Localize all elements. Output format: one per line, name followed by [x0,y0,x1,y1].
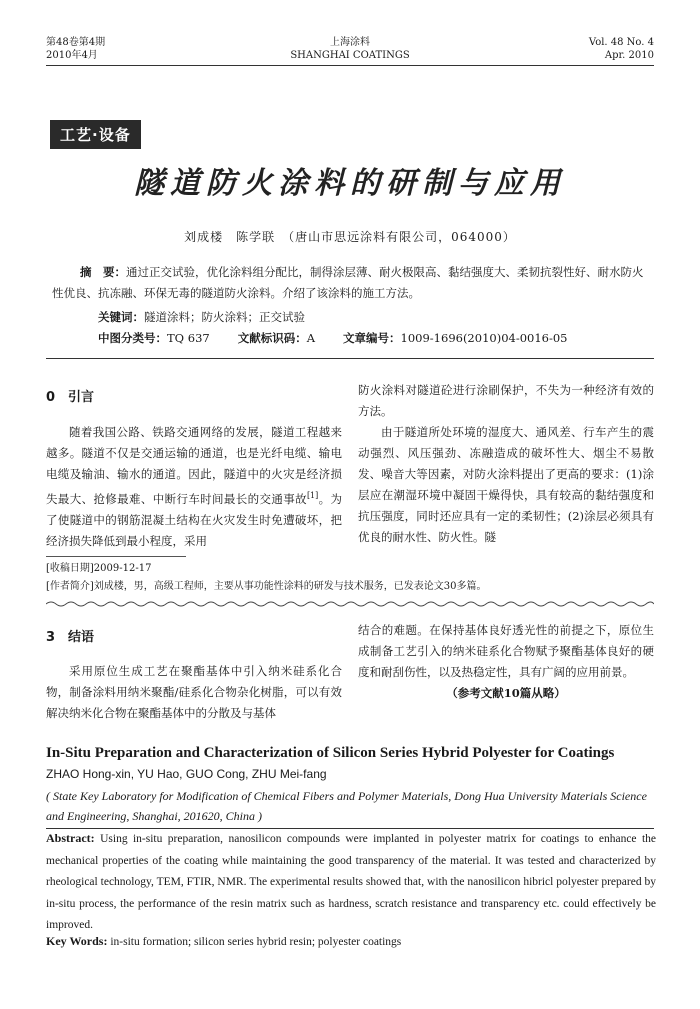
intro-paragraph-3: 由于隧道所处环境的湿度大、通风差、行车产生的震动强烈、风压强劲、冻融造成的破坏性大、烟尘不易散发、噪音大等因素，对防火涂料提出了更高的要求：(1)涂层应在潮湿环境中凝固干燥得快，具有较高的黏结强度和抗压强度，同时还应具有一定的柔韧性；(2)涂层必须具有优良的耐水性、防火性。隧 [358,425,654,544]
journal-name-cn: 上海涂料 [330,37,370,48]
received-date: [收稿日期]2009-12-17 [46,563,152,574]
english-affiliation: ( State Key Laboratory for Modification of Chemical Fibers and Polymer Materials, Dong Hua University Materials Science and Engineering, Shanghai, 201620, China ) [46,789,647,823]
abstract-cn [52,262,652,304]
references-note: （参考文献10篇从略） [446,686,566,700]
english-title: In-Situ Preparation and Characterization of Silicon Series Hybrid Polyester for Coatings [46,745,615,761]
issue-volume-en: Vol. 48 No. 4 [588,37,654,48]
issue-volume: 第48卷第4期 [46,37,106,48]
english-keywords-text: in-situ formation; silicon series hybrid resin; polyester coatings [110,936,402,948]
abstract-label: 摘 要： [80,265,126,279]
article-authors: 刘成楼 陈学联 （唐山市思远涂料有限公司，064000） [184,230,516,244]
conclusion-left-column [46,661,342,724]
intro-paragraph-2: 防火涂料对隧道砼进行涂刷保护，不失为一种经济有效的方法。 [358,383,654,418]
intro-left-column [46,422,342,552]
conclusion-paragraph-2: 结合的难题。在保持基体良好透光性的前提之下，原位生成制备工艺引入的纳米硅系化合物赋予聚酯基体良好的硬度和耐刮伤性，以及热稳定性，具有广阔的应用前景。 [358,623,654,679]
footnote [46,560,487,596]
author-bio: [作者简介]刘成楼，男，高级工程师，主要从事功能性涂料的研发与技术服务，已发表论文30多篇。 [46,581,487,592]
english-abstract-text: Using in-situ preparation, nanosilicon compounds were implanted in polyester matrix for coatings to enhance the mechanical properties of the coating while maintaining the good transparency of the material. It was tested and characterized by rheological technology, TEM, FTIR, NMR. The experimental results showed that, with the nanosilicon hibricl polyester prepared by in-situ process, the performance of the resin matrix such as hardness, scratch resistance and transparency etc. could effectively be improved. [46,833,657,931]
citation-ref: [1] [306,491,319,500]
classification-row [98,330,568,346]
keywords-label: 关键词： [98,310,144,324]
header-divider [46,65,654,66]
section-tag: 工艺·设备 [50,120,141,149]
article-number: 文章编号：1009-1696(2010)04-0016-05 [343,331,568,345]
clc-code: 中图分类号：TQ 637 [98,331,210,345]
footnote-divider [46,556,186,557]
english-keywords [46,934,401,949]
english-abstract [46,828,656,937]
english-authors: ZHAO Hong-xin, YU Hao, GUO Cong, ZHU Mei-fang [46,767,327,781]
issue-date-en: Apr. 2010 [604,50,654,61]
intro-heading: 0 引言 [46,390,95,405]
conclusion-heading: 3 结语 [46,630,95,645]
english-abstract-label: Abstract: [46,831,95,845]
intro-right-column [358,380,654,548]
abstract-text: 通过正交试验，优化涂料组分配比，制得涂层薄、耐火极限高、黏结强度大、柔韧抗裂性好、耐水防火性优良、抗冻融、环保无毒的隧道防火涂料。介绍了该涂料的施工方法。 [52,265,644,300]
keywords-text: 隧道涂料；防火涂料；正交试验 [144,310,305,324]
english-keywords-label: Key Words: [46,934,108,948]
wave-divider [46,600,654,608]
conclusion-right-column [358,620,654,704]
intro-paragraph-1: 随着我国公路、铁路交通网络的发展，隧道工程越来越多。隧道不仅是交通运输的通道，也是光纤电缆、输电电缆及输油、输水的通道。因此，隧道中的火灾是经济损失最大、抢修最难、中断行车时间最长的交通事故[1]。为了使隧道中的钢筋混凝土结构在火灾发生时免遭破坏，把经济损失降低到最小程度，采用 [46,425,343,548]
doc-code: 文献标识码：A [237,331,316,345]
issue-date: 2010年4月 [46,50,98,61]
conclusion-paragraph-1: 采用原位生成工艺在聚酯基体中引入纳米硅系化合物，制备涂料用纳米聚酯/硅系化合物杂化树脂，可以有效解决纳米化合物在聚酯基体中的分散及与基体 [46,664,342,720]
journal-name-en: SHANGHAI COATINGS [290,50,410,61]
article-title: 隧道防火涂料的研制与应用 [134,166,566,201]
keywords-cn [98,309,305,325]
journal-issue-en [589,36,654,62]
abstract-divider [46,358,654,359]
